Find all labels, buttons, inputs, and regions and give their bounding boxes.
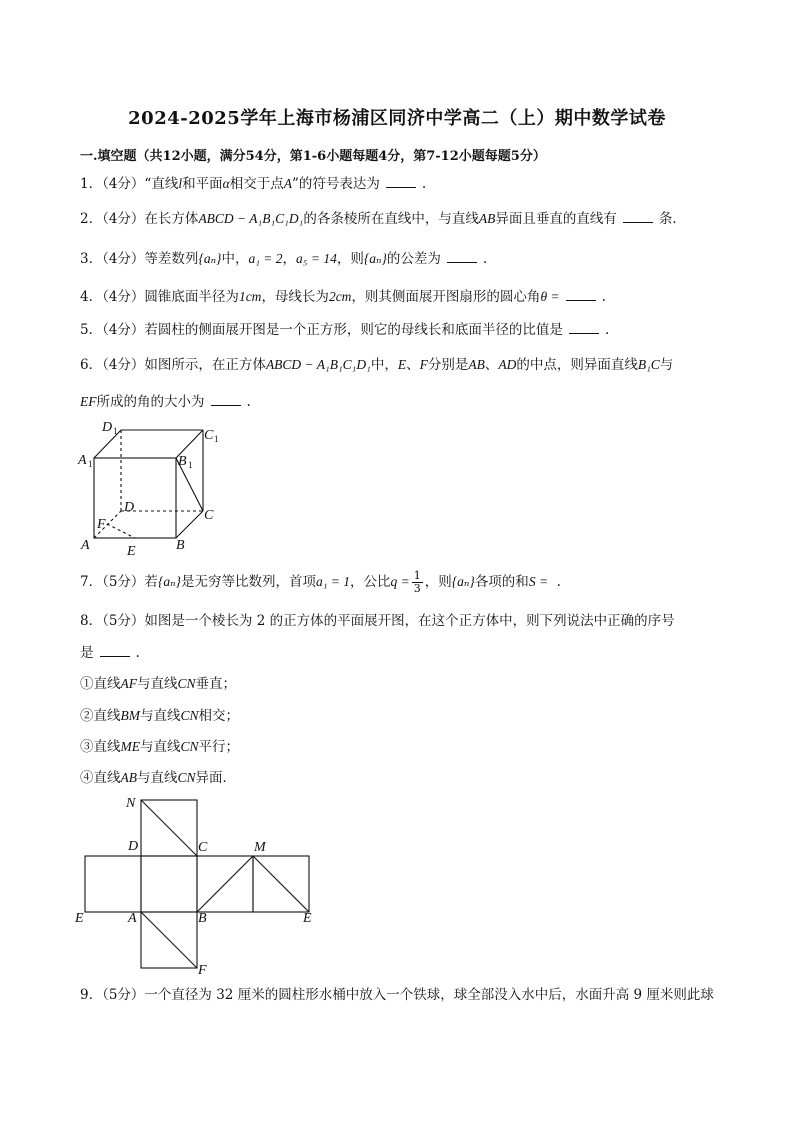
label-a1: A bbox=[78, 453, 87, 468]
q2-text-d: 条． bbox=[658, 211, 686, 227]
q6-seg-ad: AD bbox=[498, 357, 517, 372]
q7-seq: {aₙ} bbox=[157, 574, 181, 589]
q3-text-c: ，则 bbox=[336, 251, 364, 267]
q5-text: 5．（4分）若圆柱的侧面展开图是一个正方形，则它的母线长和底面半径的比值是 bbox=[80, 322, 563, 338]
label-c1: C bbox=[204, 428, 214, 443]
question-3: 3．（4分）等差数列{aₙ}中，a₁ = 2，a₅ = 14，则{aₙ}的公差为 . bbox=[80, 251, 488, 267]
q3-seq-2: {aₙ} bbox=[363, 251, 387, 266]
q7-fraction bbox=[412, 570, 423, 595]
net-square-left bbox=[85, 856, 141, 912]
q7-sum: S = bbox=[528, 574, 549, 589]
label-b: B bbox=[176, 538, 185, 553]
net-label-e-right: E bbox=[303, 911, 312, 926]
q2-line-ab: AB bbox=[478, 211, 496, 226]
q6-text-d: 分别是 bbox=[427, 357, 469, 373]
q2-text-b: 的各条棱所在直线中，与直线 bbox=[303, 211, 479, 227]
question-1: 1．（4分）“直线l和平面α相交于点A”的符号表达为 . bbox=[80, 176, 427, 192]
q4-radius: 1cm bbox=[238, 289, 262, 304]
q4-text-a: 4．（4分）圆锥底面半径为 bbox=[80, 289, 239, 305]
q8-opt3-b: CN bbox=[180, 739, 199, 754]
q8-opt2-post: 相交； bbox=[198, 708, 240, 724]
question-8 bbox=[80, 611, 675, 631]
q4-text-b: ，母线长为 bbox=[261, 289, 329, 305]
q9-text: 9．（5分）一个直径为 32 厘米的圆柱形水桶中放入一个铁球，球全部没入水中后，水面升高 9 厘米则此球 bbox=[80, 987, 714, 1003]
q8-option-1 bbox=[80, 674, 236, 694]
net-diag-af bbox=[141, 912, 197, 968]
q4-theta: θ = bbox=[540, 289, 560, 304]
section-header: 一.填空题（共12小题，满分54分，第1-6小题每题4分，第7-12小题每题5分） bbox=[80, 149, 546, 164]
q1-text-d: ”的符号表达为 bbox=[291, 176, 380, 192]
q8-option-3 bbox=[80, 737, 239, 757]
q3-text-a: 3．（4分）等差数列 bbox=[80, 251, 199, 267]
question-6-line2: EF所成的角的大小为 . bbox=[80, 394, 251, 410]
label-c1-sub: 1 bbox=[214, 434, 219, 444]
question-8-line2: 是 . bbox=[80, 645, 140, 661]
q1-var-alpha: α bbox=[222, 176, 230, 191]
q6-point-e: E bbox=[397, 357, 407, 372]
q8-opt1-b: CN bbox=[177, 676, 196, 691]
q8-opt2-a: BM bbox=[120, 708, 140, 723]
q3-seq: {aₙ} bbox=[198, 251, 222, 266]
cube-front-face bbox=[94, 458, 176, 538]
q8-opt4-b: CN bbox=[177, 770, 196, 785]
q6-text-h: 所成的角的大小为 bbox=[96, 394, 205, 410]
label-c: C bbox=[204, 508, 214, 523]
net-diag-nc bbox=[141, 800, 197, 856]
q3-a1: a₁ = 2 bbox=[248, 251, 283, 266]
net-label-c: C bbox=[198, 840, 208, 855]
q8-opt4-a: AB bbox=[120, 770, 137, 785]
question-4: 4．（4分）圆锥底面半径为1cm，母线长为2cm，则其侧面展开图扇形的圆心角θ = . bbox=[80, 289, 606, 305]
q7-frac-den: 3 bbox=[413, 582, 421, 595]
q7-text-e: 各项的和 bbox=[474, 574, 529, 590]
q6-text-a: 6．（4分）如图所示，在正方体 bbox=[80, 357, 266, 373]
q6-line-b1c: B₁C bbox=[637, 357, 660, 372]
net-label-e-left: E bbox=[75, 911, 84, 926]
q8-answer-blank[interactable] bbox=[100, 644, 130, 657]
question-2 bbox=[80, 209, 686, 229]
q1-var-a: A bbox=[283, 176, 292, 191]
q8-option-4 bbox=[80, 768, 236, 788]
label-b1-sub: 1 bbox=[188, 460, 193, 470]
q7-seq-2: {aₙ} bbox=[451, 574, 475, 589]
q7-a1: a₁ = 1 bbox=[315, 574, 351, 589]
q4-text-c: ，则其侧面展开图扇形的圆心角 bbox=[351, 289, 541, 305]
q8-opt1-post: 垂直； bbox=[195, 676, 237, 692]
q8-text-line1: 8．（5分）如图是一个棱长为 2 的正方体的平面展开图，在这个正方体中，则下列说法中正确的序号 bbox=[80, 613, 675, 629]
label-b1: B bbox=[178, 454, 187, 469]
q2-answer-blank[interactable] bbox=[623, 210, 653, 223]
q8-text-line2: 是 bbox=[80, 645, 94, 661]
q1-text-b: 和平面 bbox=[182, 176, 223, 192]
q5-answer-blank[interactable] bbox=[569, 321, 599, 334]
q8-opt3-mid: 与直线 bbox=[140, 739, 181, 755]
label-d1-sub: 1 bbox=[113, 426, 118, 436]
q1-text-a: 1．（4分）“直线 bbox=[80, 176, 179, 192]
net-label-f: F bbox=[198, 963, 207, 978]
q8-opt3-pre: ③直线 bbox=[80, 739, 121, 755]
q4-answer-blank[interactable] bbox=[566, 288, 596, 301]
q6-text-g: 与 bbox=[659, 357, 674, 373]
question-5: 5．（4分）若圆柱的侧面展开图是一个正方形，则它的母线长和底面半径的比值是 . bbox=[80, 322, 610, 338]
label-d: D bbox=[124, 500, 135, 515]
net-label-d: D bbox=[128, 839, 139, 854]
q7-text-c: ，公比 bbox=[350, 574, 391, 590]
question-6 bbox=[80, 355, 673, 375]
q8-opt1-pre: ①直线 bbox=[80, 676, 121, 692]
q8-opt3-a: ME bbox=[120, 739, 140, 754]
net-label-b: B bbox=[198, 911, 207, 926]
q8-opt1-a: AF bbox=[120, 676, 137, 691]
q2-text-a: 2．（4分）在长方体 bbox=[80, 211, 199, 227]
q6-seg-ab: AB bbox=[468, 357, 485, 372]
q8-opt3-post: 平行； bbox=[198, 739, 240, 755]
q7-text-d: ，则 bbox=[424, 574, 452, 590]
net-square-center bbox=[141, 856, 197, 912]
q7-end: . bbox=[556, 574, 561, 590]
q3-answer-blank[interactable] bbox=[447, 250, 477, 263]
cube-net-figure bbox=[72, 794, 322, 978]
label-e: E bbox=[127, 544, 136, 559]
q6-solid: ABCD − A₁B₁C₁D₁ bbox=[265, 357, 371, 372]
label-a: A bbox=[81, 538, 90, 553]
q6-point-f: F bbox=[419, 357, 428, 372]
net-diag-me bbox=[253, 856, 309, 912]
label-f: F bbox=[97, 517, 106, 532]
q8-opt2-b: CN bbox=[180, 708, 199, 723]
question-7 bbox=[80, 570, 561, 595]
q6-text-f: 的中点，则异面直线 bbox=[516, 357, 638, 373]
question-9 bbox=[80, 985, 714, 1005]
q3-text-d: 的公差为 bbox=[386, 251, 441, 267]
q6-line-ef: EF bbox=[80, 394, 97, 409]
net-label-m: M bbox=[254, 840, 266, 855]
net-diag-bm bbox=[197, 856, 253, 912]
exam-title: 2024-2025学年上海市杨浦区同济中学高二（上）期中数学试卷 bbox=[128, 108, 666, 129]
label-a1-sub: 1 bbox=[88, 459, 93, 469]
q6-text-c: 、 bbox=[406, 357, 420, 373]
q8-opt4-mid: 与直线 bbox=[137, 770, 178, 786]
cube-figure bbox=[76, 418, 226, 560]
q1-var-l: l bbox=[178, 176, 183, 191]
q8-option-2 bbox=[80, 706, 239, 726]
q7-text-b: 是无穷等比数列，首项 bbox=[180, 574, 316, 590]
label-d1: D bbox=[102, 420, 113, 435]
q7-text-a: 7．（5分）若 bbox=[80, 574, 158, 590]
net-label-n: N bbox=[126, 796, 136, 811]
q8-opt2-pre: ②直线 bbox=[80, 708, 121, 724]
q6-text-b: 中， bbox=[370, 357, 398, 373]
q8-opt1-mid: 与直线 bbox=[137, 676, 178, 692]
q1-answer-blank[interactable] bbox=[386, 175, 416, 188]
q8-opt4-pre: ④直线 bbox=[80, 770, 121, 786]
q6-answer-blank[interactable] bbox=[211, 393, 241, 406]
q2-text-c: 异面且垂直的直线有 bbox=[495, 211, 617, 227]
q2-solid: ABCD − A₁B₁C₁D₁ bbox=[198, 211, 304, 226]
q7-frac-num: 1 bbox=[413, 569, 421, 582]
edge-bc bbox=[176, 511, 203, 538]
line-ef-hidden bbox=[107, 524, 135, 538]
q1-text-c: 相交于点 bbox=[229, 176, 284, 192]
net-label-a: A bbox=[128, 911, 137, 926]
q4-slant: 2cm bbox=[328, 289, 352, 304]
q6-text-e: 、 bbox=[484, 357, 499, 373]
q8-opt2-mid: 与直线 bbox=[140, 708, 181, 724]
q3-a5: a₅ = 14 bbox=[296, 251, 337, 266]
q8-opt4-post: 异面． bbox=[195, 770, 237, 786]
q7-ratio: q = bbox=[390, 574, 410, 589]
q3-text-b: 中， bbox=[221, 251, 249, 267]
